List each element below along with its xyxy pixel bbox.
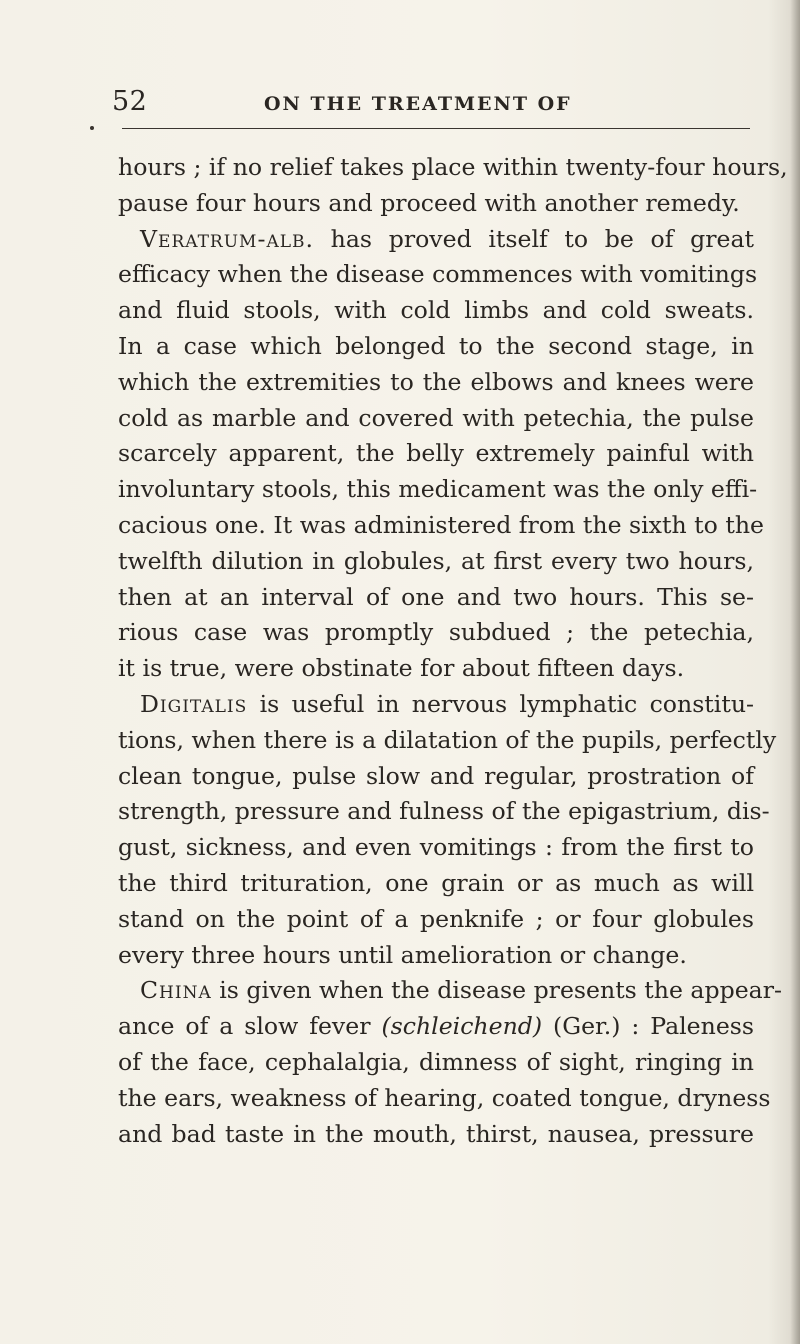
text-line: strength, pressure and fulness of the epigastrium, dis- [118, 797, 770, 826]
text-line: and bad taste in the mouth, thirst, nausea, pressure [118, 1119, 754, 1148]
text-line: has proved itself to be of great [330, 224, 754, 253]
text-line: involuntary stools, this medicament was the only effi- [118, 475, 758, 504]
text-line: it is true, were obstinate for about fifteen days. [118, 654, 685, 683]
running-head: ON THE TREATMENT OF [264, 93, 572, 115]
german-term: (schleichend) [381, 1012, 543, 1041]
body-text [118, 150, 788, 1152]
remedy-name-china: China [140, 976, 212, 1005]
header-rule [122, 128, 750, 129]
text-line: the ears, weakness of hearing, coated tongue, dryness [118, 1083, 771, 1112]
text-line: gust, sickness, and even vomitings : from the first to [118, 833, 754, 862]
text-line: then at an interval of one and two hours. This se- [118, 582, 754, 611]
paragraph-veratrum [118, 222, 754, 258]
text-line: every three hours until amelioration or change. [118, 940, 687, 969]
text-line: rious case was promptly subdued ; the petechia, [118, 618, 754, 647]
text-line: cacious one. It was administered from the sixth to the [118, 510, 764, 539]
text-line: cold as marble and covered with petechia, the pulse [118, 403, 754, 432]
text-line: efficacy when the disease commences with vomitings [118, 260, 758, 289]
text-line: clean tongue, pulse slow and regular, prostration of [118, 761, 754, 790]
print-mark [90, 126, 94, 130]
remedy-name-digitalis: Digitalis [140, 689, 248, 718]
paragraph-china [118, 973, 782, 1009]
text-line: hours ; if no relief takes place within twenty-four hours, [118, 153, 788, 181]
text-line: tions, when there is a dilatation of the pupils, perfectly [118, 725, 777, 754]
text-line: pause four hours and proceed with another remedy. [118, 188, 740, 217]
text-line: and fluid stools, with cold limbs and cold sweats. [118, 296, 754, 325]
text-line: stand on the point of a penknife ; or four globules [118, 904, 754, 933]
remedy-name-veratrum: Veratrum-alb. [140, 224, 314, 253]
text-line: is useful in nervous lymphatic constitu- [259, 689, 754, 718]
text-line: In a case which belonged to the second stage, in [118, 331, 754, 360]
page-header [112, 86, 752, 126]
text-line-schleichend [118, 1009, 754, 1045]
paragraph-digitalis [118, 687, 754, 723]
text-line: is given when the disease presents the appear- [219, 976, 782, 1005]
text-line: which the extremities to the elbows and knees were [118, 367, 754, 396]
text-line: of the face, cephalalgia, dimness of sight, ringing in [118, 1047, 754, 1076]
page-edge-shadow [790, 0, 800, 1344]
text-line: scarcely apparent, the belly extremely painful with [118, 439, 754, 468]
text-fragment: ance of a slow fever [118, 1012, 371, 1041]
text-line: twelfth dilution in globules, at first every two hours, [118, 546, 754, 575]
page-number: 52 [112, 86, 148, 117]
text-line: the third trituration, one grain or as much as will [118, 868, 754, 897]
text-fragment: (Ger.) : Paleness [553, 1012, 755, 1041]
